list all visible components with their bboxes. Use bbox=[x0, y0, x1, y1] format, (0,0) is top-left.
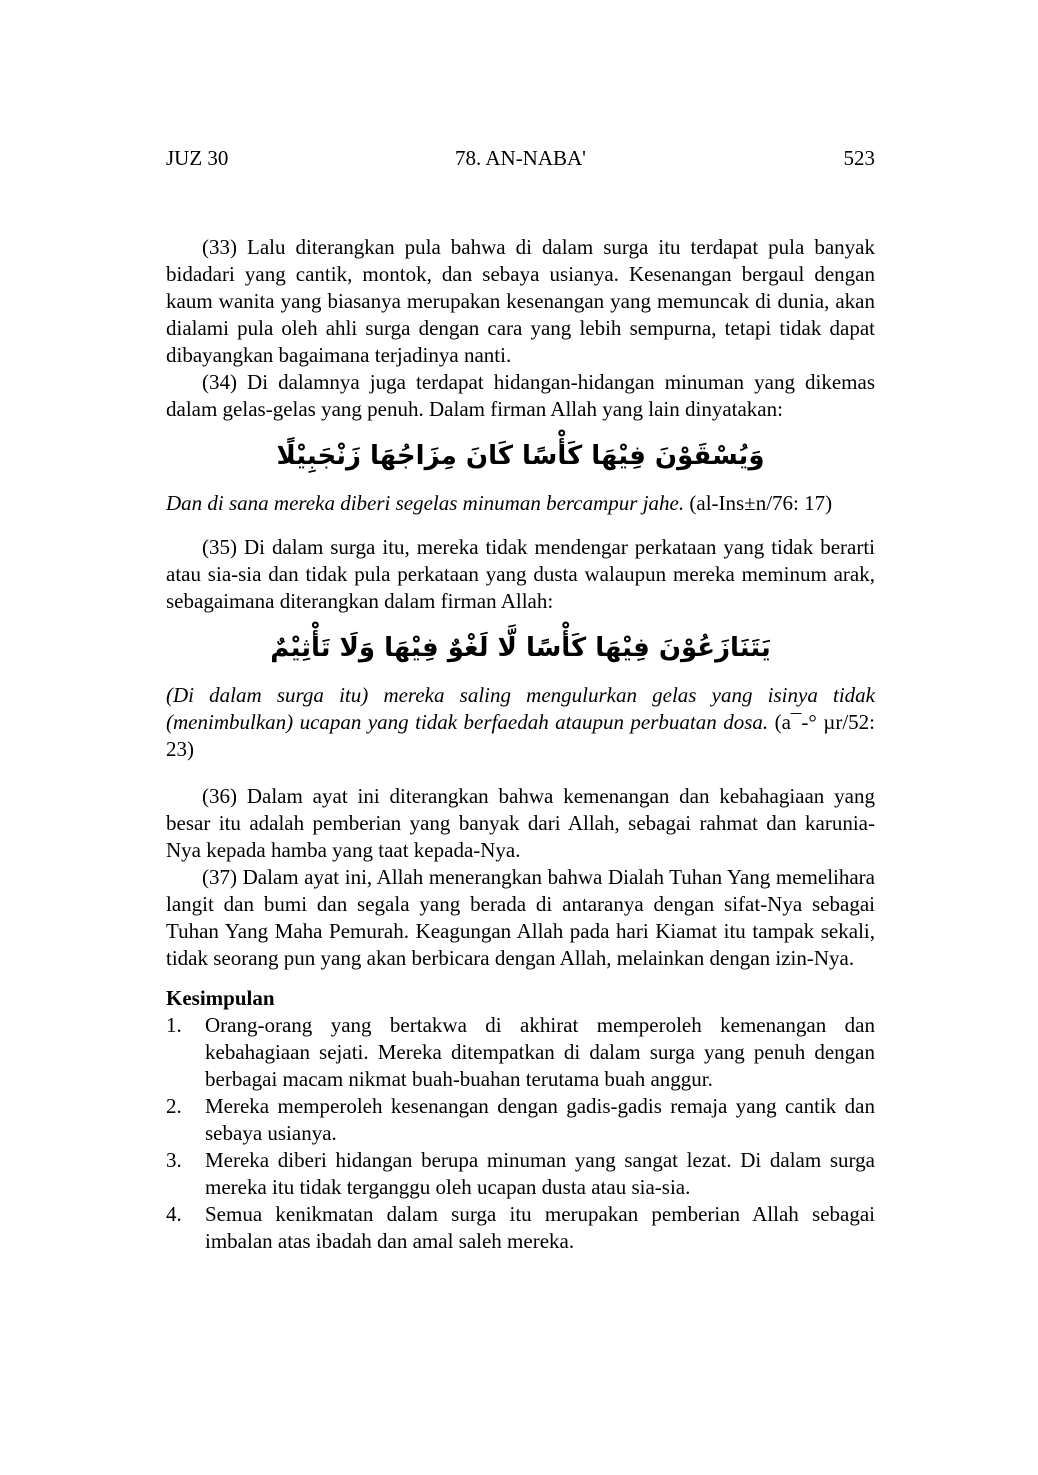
item-number: 2. bbox=[166, 1094, 182, 1118]
header-surah-title: 78. AN-NABA' bbox=[455, 146, 586, 170]
paragraph-33: (33) Lalu diterangkan pula bahwa di dalam surga itu terdapat pula banyak bidadari yang cantik, montok, dan sebaya usianya. Kesenangan bergaul dengan kaum wanita yang biasanya merupakan kesenangan yang memuncak di dunia, akan dialami pula oleh ahli surga dengan cara yang lebih sempurna, tetapi tidak dapat dibayangkan bagaimana terjadinya nanti. bbox=[166, 235, 875, 367]
verse-translation-1-text: Dan di sana mereka diberi segelas minuman bercampur jahe. bbox=[166, 491, 685, 515]
paragraph-36: (36) Dalam ayat ini diterangkan bahwa kemenangan dan kebahagiaan yang besar itu adalah pemberian yang banyak dari Allah, sebagai rahmat dan karunia-Nya kepada hamba yang taat kepada-Nya. bbox=[166, 784, 875, 862]
conclusion-list bbox=[166, 1012, 875, 1255]
spacer bbox=[166, 517, 875, 534]
item-text: Mereka memperoleh kesenangan dengan gadis-gadis remaja yang cantik dan sebaya usianya. bbox=[205, 1094, 875, 1145]
page-header bbox=[166, 145, 875, 172]
list-item bbox=[166, 1201, 875, 1255]
item-text: Mereka diberi hidangan berupa minuman yang sangat lezat. Di dalam surga mereka itu tidak terganggu oleh ucapan dusta atau sia-sia. bbox=[205, 1148, 875, 1199]
paragraph-34: (34) Di dalamnya juga terdapat hidangan-hidangan minuman yang dikemas dalam gelas-gelas yang penuh. Dalam firman Allah yang lain dinyatakan: bbox=[166, 370, 875, 421]
verse-translation-1 bbox=[166, 490, 875, 517]
verse-reference-2: (a¯-° µr/52: 23) bbox=[166, 710, 876, 761]
paragraph-37: (37) Dalam ayat ini, Allah menerangkan bahwa Dialah Tuhan Yang memelihara langit dan bumi dan segala yang berada di antaranya dengan sifat-Nya sebagai Tuhan Yang Maha Pemurah. Keagungan Allah pada hari Kiamat itu tampak sekali, tidak seorang pun yang akan berbicara dengan Allah, melainkan dengan izin-Nya. bbox=[166, 865, 875, 970]
item-text: Orang-orang yang bertakwa di akhirat memperoleh kemenangan dan kebahagiaan sejati. Mereka ditempatkan di dalam surga yang penuh dengan berbagai macam nikmat buah-buahan terutama buah anggur. bbox=[205, 1013, 875, 1091]
verse-translation-2-text: (Di dalam surga itu) mereka saling mengulurkan gelas yang isinya tidak (menimbulkan) ucapan yang tidak berfaedah ataupun perbuatan dosa. bbox=[166, 683, 875, 734]
item-number: 3. bbox=[166, 1148, 182, 1172]
quran-verse-arabic-1: وَيُسْقَوْنَ فِيْهَا كَأْسًا كَانَ مِزَاجُهَا زَنْجَبِيْلًا bbox=[276, 441, 765, 471]
quran-verse-arabic-2: يَتَنَازَعُوْنَ فِيْهَا كَأْسًا لَّا لَغْوٌ فِيْهَا وَلَا تَأْثِيْمٌ bbox=[270, 633, 771, 663]
verse-translation-2 bbox=[166, 682, 875, 763]
paragraph-35: (35) Di dalam surga itu, mereka tidak mendengar perkataan yang tidak berarti atau sia-sia dan tidak pula perkataan yang dusta walaupun mereka meminum arak, sebagaimana diterangkan dalam firman Allah: bbox=[166, 535, 875, 613]
list-item bbox=[166, 1093, 875, 1147]
conclusion-heading: Kesimpulan bbox=[166, 986, 275, 1010]
verse-reference-1: (al-Ins±n/76: 17) bbox=[684, 491, 833, 515]
list-item bbox=[166, 1147, 875, 1201]
header-page-number: 523 bbox=[843, 146, 875, 170]
item-text: Semua kenikmatan dalam surga itu merupakan pemberian Allah sebagai imbalan atas ibadah dan amal saleh mereka. bbox=[205, 1202, 875, 1253]
spacer bbox=[166, 763, 875, 783]
item-number: 4. bbox=[166, 1202, 182, 1226]
header-juz-label: JUZ 30 bbox=[166, 146, 229, 170]
item-number: 1. bbox=[166, 1013, 182, 1037]
list-item bbox=[166, 1012, 875, 1093]
